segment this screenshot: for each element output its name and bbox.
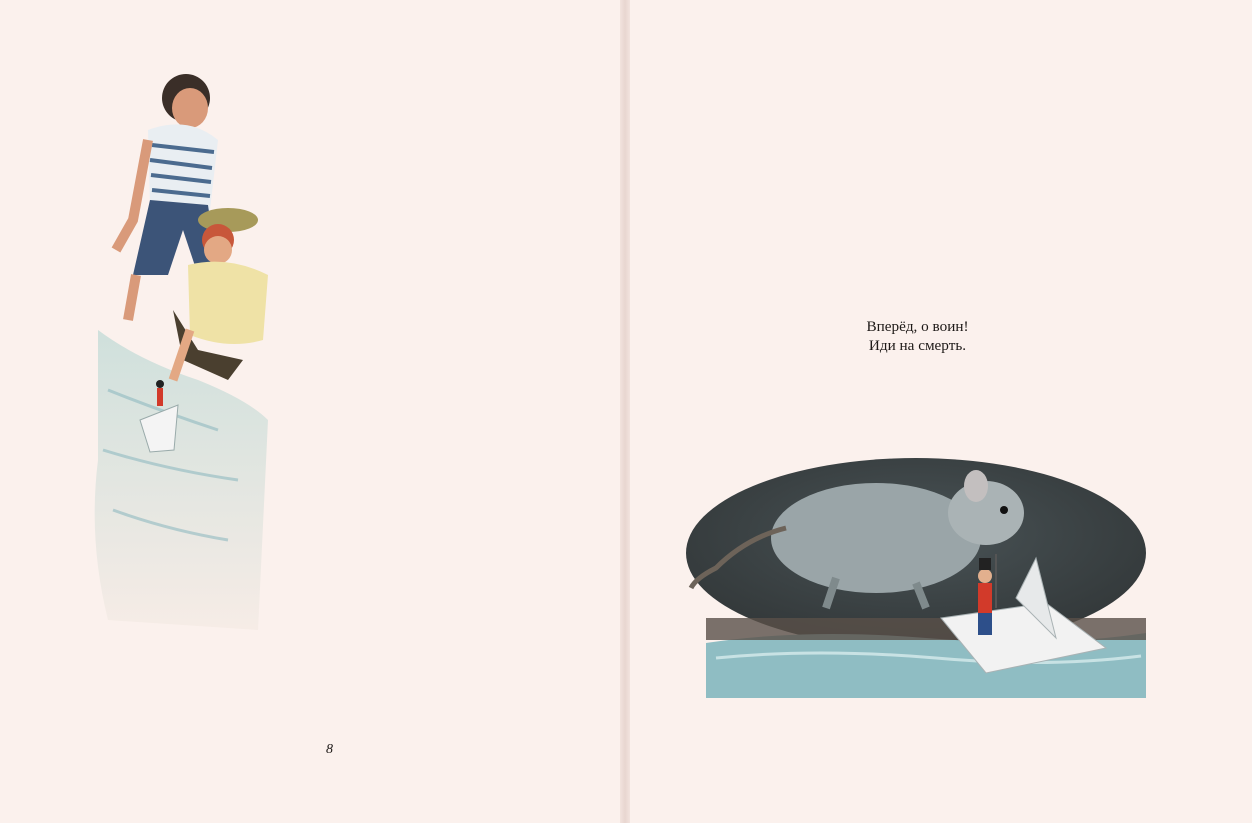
poem-line: Иди на смерть. (868, 337, 967, 355)
book-gutter (620, 0, 630, 823)
poem-verse (686, 317, 1149, 355)
poem-line: Вперёд, о воин! (866, 318, 969, 335)
right-page (627, 0, 1252, 823)
rat-and-soldier-illustration (686, 458, 1154, 698)
page-number: 8 (326, 742, 333, 757)
boys-with-paper-boat-illustration (78, 60, 278, 630)
